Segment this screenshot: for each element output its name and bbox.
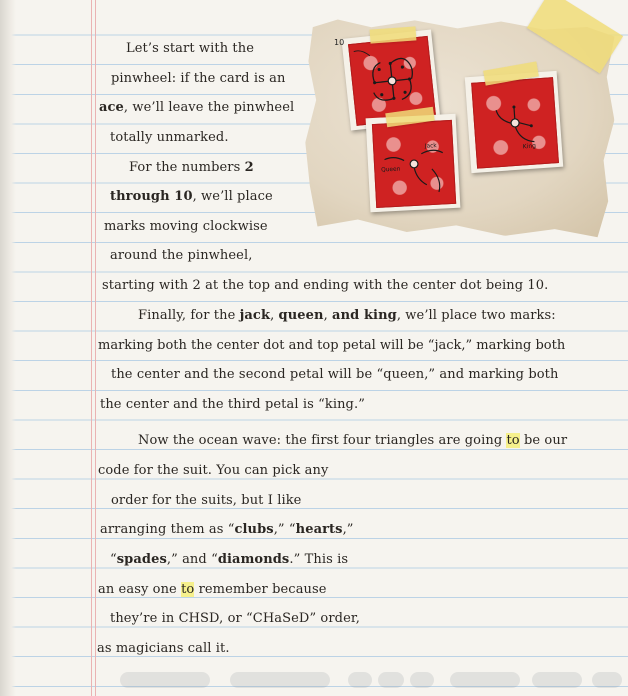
- play-button[interactable]: [378, 672, 404, 688]
- text-line: through 10, we’ll place: [110, 189, 273, 204]
- margin-line: [91, 0, 92, 696]
- text-line: marking both the center dot and top petal will be “jack,” marking both: [98, 338, 566, 353]
- svg-text:Queen: Queen: [381, 166, 401, 174]
- highlighted-word: to: [181, 582, 195, 597]
- text-line: as magicians call it.: [97, 641, 230, 656]
- margin-line: [95, 0, 96, 696]
- next-page-button[interactable]: [410, 672, 434, 688]
- red-bandana-print: [471, 77, 559, 169]
- marked-card-king: [465, 71, 563, 173]
- bandana-card-illustration: [300, 12, 622, 244]
- text-line: ace, we’ll leave the pinwheel: [99, 100, 295, 115]
- highlighted-word: to: [506, 433, 520, 448]
- toolbar-button[interactable]: [532, 672, 582, 688]
- text-line: around the pinwheel,: [110, 248, 253, 263]
- text-line: the center and the second petal will be “queen,” and marking both: [111, 367, 559, 382]
- text-line: starting with 2 at the top and ending with the center dot being 10.: [102, 278, 549, 293]
- text-line: “spades,” and “diamonds.” This is: [110, 552, 349, 567]
- reader-toolbar[interactable]: [120, 668, 628, 692]
- text-line: arranging them as “clubs,” “hearts,”: [100, 522, 354, 537]
- svg-text:King: King: [522, 142, 537, 151]
- text-line: totally unmarked.: [110, 130, 229, 145]
- text-line: marks moving clockwise: [104, 219, 268, 234]
- text-line: code for the suit. You can pick any: [98, 463, 329, 478]
- pinwheel-marks: [472, 78, 558, 167]
- page-spine: [0, 0, 16, 696]
- text-line: they’re in CHSD, or “CHaSeD” order,: [110, 611, 361, 626]
- text-line: an easy one to remember because: [98, 582, 327, 597]
- svg-text:Jack: Jack: [424, 143, 437, 150]
- toolbar-button[interactable]: [230, 672, 330, 688]
- text-line: For the numbers 2: [129, 160, 254, 175]
- ten-label: 10: [334, 38, 345, 47]
- pinwheel-marks: [373, 121, 455, 207]
- toolbar-button[interactable]: [120, 672, 210, 688]
- text-line: Let’s start with the: [126, 41, 255, 56]
- text-line: Finally, for the jack, queen, and king, we’ll place two marks:: [138, 308, 556, 323]
- text-line: pinwheel: if the card is an: [111, 71, 286, 86]
- text-line: order for the suits, but I like: [111, 493, 302, 508]
- toolbar-button[interactable]: [592, 672, 622, 688]
- previous-page-button[interactable]: [348, 672, 372, 688]
- red-bandana-print: [372, 120, 456, 208]
- text-line: the center and the third petal is “king.”: [100, 397, 365, 412]
- marked-card-queen: [366, 114, 461, 213]
- toolbar-button[interactable]: [450, 672, 520, 688]
- text-line: Now the ocean wave: the first four triangles are going to be our: [138, 433, 568, 448]
